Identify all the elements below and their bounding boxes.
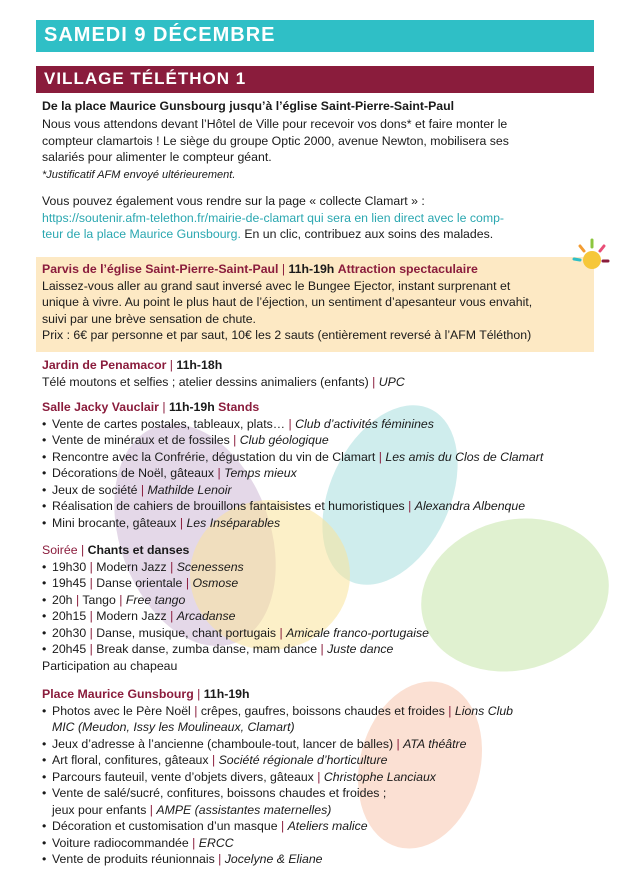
list-item: • 20h30 | Danse, musique, chant portugais | Amicale franco-portugaise [42,625,594,642]
collecte-paragraph: Vous pouvez également vous rendre sur la page « collecte Clamart » : https://soutenir.afm-telethon.fr/mairie-de-clamart qui sera en lien direct avec le comp- teur de la place Maurice Gunsbourg. En un clic, contribuez aux soins des malades. [42,193,594,243]
salle-section: Salle Jacky Vauclair | 11h-19h Stands • Vente de cartes postales, tableaux, plats… | Club d’activités féminines • Vente de minéraux et de fossiles | Club géologique • Rencontre avec la Confrérie, dégustation du vin de Clamart | Les amis du Clos de Clamart • Décorations de Noël, gâteaux | Temps mieux • Jeux de société | Mathilde Lenoir • Réalisation de cahiers de brouillons fantaisistes et humoristiques | Alexandra Albenque • Mini brocante, gâteaux | Les Inséparables [42,399,594,531]
list-item: • Vente de minéraux et de fossiles | Club géologique [42,432,594,449]
collecte-link[interactable]: https://soutenir.afm-telethon.fr/mairie-de-clamart qui sera en lien direct avec le comp- [42,210,505,225]
list-item: • Jeux d’adresse à l’ancienne (chamboule-tout, lancer de balles) | ATA théâtre [42,736,594,753]
date-header: SAMEDI 9 DÉCEMBRE [36,20,594,52]
list-item: • Jeux de société | Mathilde Lenoir [42,482,594,499]
highlight-price: Prix : 6€ par personne et par saut, 10€ les 2 sauts (entièrement reversé à l’AFM Téléthon) [42,328,532,342]
list-item: • Vente de cartes postales, tableaux, plats… | Club d’activités féminines [42,416,594,433]
list-item: • 20h | Tango | Free tango [42,592,594,609]
sun-icon [566,236,610,280]
route-heading: De la place Maurice Gunsbourg jusqu’à l’église Saint-Pierre-Saint-Paul [42,99,455,113]
soiree-section: Soirée | Chants et danses • 19h30 | Modern Jazz | Scenessens • 19h45 | Danse orientale | Osmose • 20h | Tango | Free tango • 20h15 | Modern Jazz | Arcadanse • 20h30 | Danse, musique, chant portugais | Amicale franco-portugaise • 20h45 | Break danse, zumba danse, mam dance | Juste dance Participation au chapeau [42,542,594,674]
list-item: • Parcours fauteuil, vente d’objets divers, gâteaux | Christophe Lanciaux [42,769,594,786]
list-item: • 19h45 | Danse orientale | Osmose [42,575,594,592]
list-item: • Voiture radiocommandée | ERCC [42,835,594,852]
list-item: • 20h15 | Modern Jazz | Arcadanse [42,608,594,625]
list-item: • Décorations de Noël, gâteaux | Temps mieux [42,465,594,482]
list-item: • Art floral, confitures, gâteaux | Société régionale d’horticulture [42,752,594,769]
list-item: • Vente de salé/sucré, confitures, boissons chaudes et froides ; jeux pour enfants | AMPE (assistantes maternelles) [42,785,594,818]
list-item: • 20h45 | Break danse, zumba danse, mam dance | Juste dance [42,641,594,658]
section-title: VILLAGE TÉLÉTHON 1 [36,66,594,93]
collecte-link-cont[interactable]: teur de la place Maurice Gunsbourg. [42,227,241,241]
list-item: • 19h30 | Modern Jazz | Scenessens [42,559,594,576]
list-item: • Rencontre avec la Confrérie, dégustation du vin de Clamart | Les amis du Clos de Clamart [42,449,594,466]
highlight-place: Parvis de l’église Saint-Pierre-Saint-Paul [42,262,279,276]
list-item: • Vente de produits réunionnais | Jocelyne & Eliane [42,851,594,868]
list-item: • Décoration et customisation d’un masque | Ateliers malice [42,818,594,835]
list-item: • Photos avec le Père Noël | crêpes, gaufres, boissons chaudes et froides | Lions Club MIC (Meudon, Issy les Moulineaux, Clamart) [42,703,594,736]
list-item: • Mini brocante, gâteaux | Les Inséparables [42,515,594,532]
footnote: *Justificatif AFM envoyé ultérieurement. [42,169,236,181]
jardin-section: Jardin de Penamacor | 11h-18h Télé moutons et selfies ; atelier dessins animaliers (enfants) | UPC [42,358,405,389]
place-section: Place Maurice Gunsbourg | 11h-19h • Photos avec le Père Noël | crêpes, gaufres, boissons chaudes et froides | Lions Club MIC (Meudon, Issy les Moulineaux, Clamart) • Jeux d’adresse à l’ancienne (chamboule-tout, lancer de balles) | ATA théâtre • Art floral, confitures, gâteaux | Société régionale d’horticulture • Parcours fauteuil, vente d’objets divers, gâteaux | Christophe Lanciaux • Vente de salé/sucré, confitures, boissons chaudes et froides ; jeux pour enfants | AMPE (assistantes maternelles) • Décoration et customisation d’un masque | Ateliers malice • Voiture radiocommandée | ERCC • Vente de produits réunionnais | Jocelyne & Eliane [42,686,594,868]
intro-paragraph: Nous vous attendons devant l’Hôtel de Ville pour recevoir vos dons* et faire monter le compteur clamartois ! Le siège du groupe Optic 2000, avenue Newton, mobilisera ses salariés pour alimenter le compteur géant. [42,117,509,164]
list-item: • Réalisation de cahiers de brouillons fantaisistes et humoristiques | Alexandra Albenque [42,498,594,515]
highlight-content: Parvis de l’église Saint-Pierre-Saint-Paul | 11h-19h Attraction spectaculaire Laissez-vous aller au grand saut inversé avec le Bungee Ejector, instant surprenant et unique à vivre. Au point le plus haut de l’éjection, un sentiment d’apesanteur vous envahit, suivi par une brève sensation de chute. Prix : 6€ par personne et par saut, 10€ les 2 sauts (entièrement reversé à l’AFM Téléthon) [42,261,594,344]
